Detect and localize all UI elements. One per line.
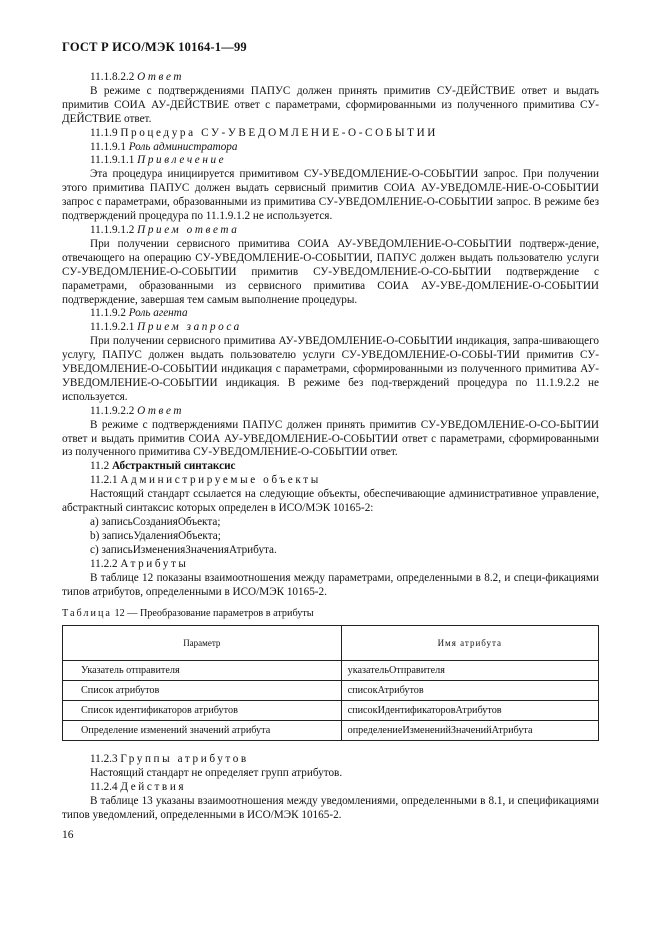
section-number: 11.2.3: [90, 753, 118, 766]
section-title: Роль администратора: [128, 140, 238, 153]
section-title: Ответ: [137, 71, 185, 83]
column-header-attribute-name-text: Имя атрибута: [437, 638, 503, 649]
section-number: 11.1.9.1.1: [90, 154, 135, 167]
heading-11-2: [62, 460, 599, 474]
body-paragraph: В таблице 12 показаны взаимоотношения между параметрами, определенными в 8.2, и специ-фикациями типов атрибутов, определенными в ИСО/МЭК 10165-2.: [62, 571, 599, 598]
table-row: [63, 701, 599, 721]
section-number: 11.1.9.2: [90, 307, 126, 320]
body-paragraph: В режиме с подтверждениями ПАПУС должен принять примитив СУ-ДЕЙСТВИЕ ответ и выдать примитив СОИА АУ-ДЕЙСТВИЕ ответ с параметрами, сформированными из полученного примитива СУ-ДЕЙСТВИЕ ответ.: [62, 84, 599, 125]
section-title: Абстрактный синтаксис: [111, 460, 236, 473]
heading-11-2-4: [62, 781, 599, 795]
section-number: 11.1.9.2.1: [90, 321, 135, 334]
heading-11-2-2: [62, 558, 599, 572]
table-caption-word: Таблица: [62, 608, 112, 620]
table-cell: указательОтправителя: [341, 661, 598, 681]
heading-11-1-9-2-1: [62, 321, 599, 335]
section-title: Ответ: [137, 404, 185, 417]
table-cell: списокИдентификаторовАтрибутов: [341, 701, 598, 721]
list-item: b) записьУдаленияОбъекта;: [90, 529, 221, 542]
running-header: ГОСТ Р ИСО/МЭК 10164-1—99: [62, 40, 247, 54]
list-item: с) записьИзмененияЗначенияАтрибута.: [90, 543, 277, 556]
table-cell: Список идентификаторов атрибутов: [63, 701, 342, 721]
table-header-row: [63, 626, 599, 661]
section-number: 11.2.1: [90, 474, 118, 487]
section-title: Роль агента: [128, 307, 188, 320]
attributes-table: [62, 625, 599, 741]
heading-11-1-9-1-1: [62, 154, 599, 168]
body-paragraph: Эта процедура инициируется примитивом СУ-УВЕДОМЛЕНИЕ-О-СОБЫТИИ запрос. При получении этого примитива ПАПУС должен выдать сервисный примитив СОИА АУ-УВЕДОМЛЕ-НИЕ-О-СОБЫТИИ запрос с параметрами, образованными из примитива СУ-УВЕДОМЛЕНИЕ-О-СОБЫТИИ запрос. В режиме без подтверждений процедура по 11.1.9.1.2 не используется.: [62, 168, 599, 223]
list-item: а) записьСозданияОбъекта;: [90, 516, 221, 528]
heading-11-1-9-1: [62, 141, 599, 155]
table-row: [63, 681, 599, 701]
section-number: 11.2.2: [90, 557, 118, 570]
body-paragraph: При получении сервисного примитива АУ-УВЕДОМЛЕНИЕ-О-СОБЫТИИ индикация, запра-шивающего услугу, ПАПУС должен выдать пользователю услуги СУ-УВЕДОМЛЕНИЕ-О-СОБЫ-ТИИ примитив СУ-УВЕДОМЛЕНИЕ-О-СОБЫТИИ индикация с параметрами, сформированными из полученного примитива АУ-УВЕДОМЛЕНИЕ-О-СОБЫТИИ индикация. В режиме без под-тверждений процедура по 11.1.9.2.2 не используется.: [62, 335, 599, 403]
body-paragraph: При получении сервисного примитива СОИА АУ-УВЕДОМЛЕНИЕ-О-СОБЫТИИ подтверж-дение, отвечающего на операцию СУ-УВЕДОМЛЕНИЕ-О-СОБЫТИИ, ПАПУС должен выдать пользователю услуги СУ-УВЕДОМЛЕНИЕ-О-СОБЫТИИ примитив СУ-УВЕДОМЛЕНИЕ-О-СО-БЫТИИ подтверждение с параметрами, образованными из сервисного примитива СОИА АУ-УВЕ-ДОМЛЕНИЕ-О-СОБЫТИИ подтверждение, завершая тем самым выполнение процедуры.: [62, 237, 599, 306]
body-paragraph: В режиме с подтверждениями ПАПУС должен принять примитив СУ-УВЕДОМЛЕНИЕ-О-СО-БЫТИИ ответ и выдать примитив СОИА АУ-УВЕДОМЛЕНИЕ-О-СОБЫТИИ ответ с параметрами, сформированными из полученного примитива СУ-УВЕДОМЛЕНИЕ-О-СОБЫТИИ ответ.: [62, 418, 599, 459]
section-number: 11.1.9.1: [90, 140, 126, 153]
heading-11-2-3: [62, 753, 599, 767]
heading-11-1-9-1-2: [62, 224, 599, 238]
page-number: 16: [62, 829, 74, 841]
section-title: Привлечение: [137, 154, 227, 167]
table-cell: Определение изменений значений атрибута: [63, 721, 342, 741]
table-row: [63, 661, 599, 681]
column-header-parameter: Параметр: [63, 626, 342, 661]
document-page: [62, 40, 599, 823]
table-caption-text: 12 — Преобразование параметров в атрибуты: [111, 608, 314, 620]
section-title: Действия: [120, 781, 187, 794]
table-cell: списокАтрибутов: [341, 681, 598, 701]
section-title: Группы атрибутов: [120, 753, 249, 766]
section-number: 11.1.9.1.2: [90, 223, 135, 236]
body-paragraph: Настоящий стандарт ссылается на следующие объекты, обеспечивающие административное управление, абстрактный синтаксис которых определен в ИСО/МЭК 10165-2:: [62, 488, 599, 515]
heading-11-1-9-2: [62, 307, 599, 321]
section-title: Атрибуты: [120, 557, 189, 570]
section-title: Прием ответа: [137, 223, 240, 236]
section-number: 11.2.4: [90, 781, 118, 794]
heading-11-1-9-2-2: [62, 405, 599, 419]
body-paragraph: Настоящий стандарт не определяет групп атрибутов.: [90, 767, 343, 780]
body-paragraph: В таблице 13 указаны взаимоотношения между уведомлениями, определенными в 8.1, и спецификациями типов уведомлений, определенными в ИСО/МЭК 10165-2.: [62, 795, 599, 821]
section-title: Процедура СУ-УВЕДОМЛЕНИЕ-О-СОБЫТИИ: [120, 126, 438, 139]
section-number: 11.1.9.2.2: [90, 404, 135, 417]
section-number: 11.1.9: [90, 126, 118, 139]
section-number: 11.1.8.2.2: [90, 71, 135, 83]
section-title: Администрируемые объекты: [120, 474, 321, 487]
column-header-attribute-name: [341, 626, 598, 661]
table-caption: [62, 607, 599, 621]
table-cell: Указатель отправителя: [63, 661, 342, 681]
section-title: Прием запроса: [137, 321, 242, 334]
table-cell: определениеИзмененийЗначенийАтрибута: [341, 721, 598, 741]
heading-11-1-8-2-2: [62, 71, 599, 85]
table-cell: Список атрибутов: [63, 681, 342, 701]
section-number: 11.2: [90, 460, 110, 473]
heading-11-2-1: [62, 474, 599, 488]
heading-11-1-9: [62, 127, 599, 141]
table-row: [63, 721, 599, 741]
